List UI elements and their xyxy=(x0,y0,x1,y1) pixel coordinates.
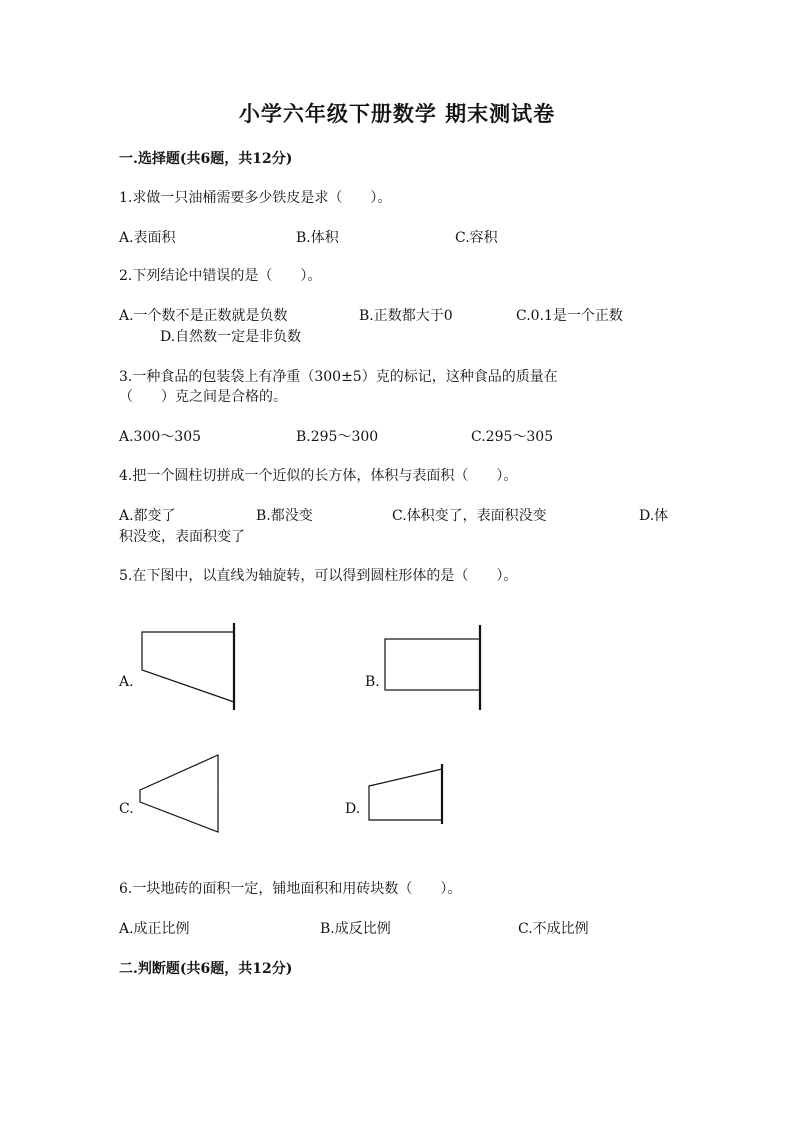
q4-option-b: B.都没变 xyxy=(256,508,313,524)
q2-option-d: D.自然数一定是非负数 xyxy=(160,329,302,345)
q1-option-c: C.容积 xyxy=(455,230,498,246)
q4-option-c: C.体积变了，表面积没变 xyxy=(392,508,547,524)
question-4: 4.把一个圆柱切拼成一个近似的长方体，体积与表面积（ ）。 xyxy=(119,468,518,484)
figure-a-label: A. xyxy=(119,674,134,690)
page-title: 小学六年级下册数学 期末测试卷 xyxy=(238,101,556,126)
q6-option-a: A.成正比例 xyxy=(119,921,190,937)
q6-option-c: C.不成比例 xyxy=(518,921,589,937)
q3-option-a: A.300～305 xyxy=(119,429,202,445)
question-3-line-1: 3.一种食品的包装袋上有净重（300±5）克的标记，这种食品的质量在 xyxy=(119,369,558,385)
figure-c-label: C. xyxy=(119,801,134,817)
q3-option-c: C.295～305 xyxy=(471,429,554,445)
figure-c-trapezoid xyxy=(130,752,225,836)
section-heading-choice: 一.选择题(共6题，共12分) xyxy=(119,151,293,167)
figure-a-trapezoid xyxy=(130,620,240,712)
question-6: 6.一块地砖的面积一定，铺地面积和用砖块数（ ）。 xyxy=(119,881,462,897)
question-3-line-2: （ ）克之间是合格的。 xyxy=(119,389,287,405)
q3-option-b: B.295～300 xyxy=(296,429,379,445)
question-2: 2.下列结论中错误的是（ ）。 xyxy=(119,268,322,284)
q4-option-d-continued: 积没变，表面积变了 xyxy=(119,529,245,545)
q1-option-a: A.表面积 xyxy=(119,230,176,246)
figure-b-rectangle xyxy=(376,622,486,712)
q4-option-a: A.都变了 xyxy=(119,508,176,524)
q2-option-b: B.正数都大于0 xyxy=(359,308,453,324)
q4-option-d: D.体 xyxy=(639,508,669,524)
figure-d-trapezoid xyxy=(360,762,450,826)
q6-option-b: B.成反比例 xyxy=(320,921,391,937)
figure-b-label: B. xyxy=(365,674,380,690)
section-heading-true-false: 二.判断题(共6题，共12分) xyxy=(119,961,293,977)
q1-option-b: B.体积 xyxy=(296,230,339,246)
question-5: 5.在下图中，以直线为轴旋转，可以得到圆柱形体的是（ ）。 xyxy=(119,568,518,584)
q2-option-c: C.0.1是一个正数 xyxy=(516,308,623,324)
q2-option-a: A.一个数不是正数就是负数 xyxy=(119,308,288,324)
question-1: 1.求做一只油桶需要多少铁皮是求（ ）。 xyxy=(119,190,392,206)
figure-d-label: D. xyxy=(345,801,361,817)
